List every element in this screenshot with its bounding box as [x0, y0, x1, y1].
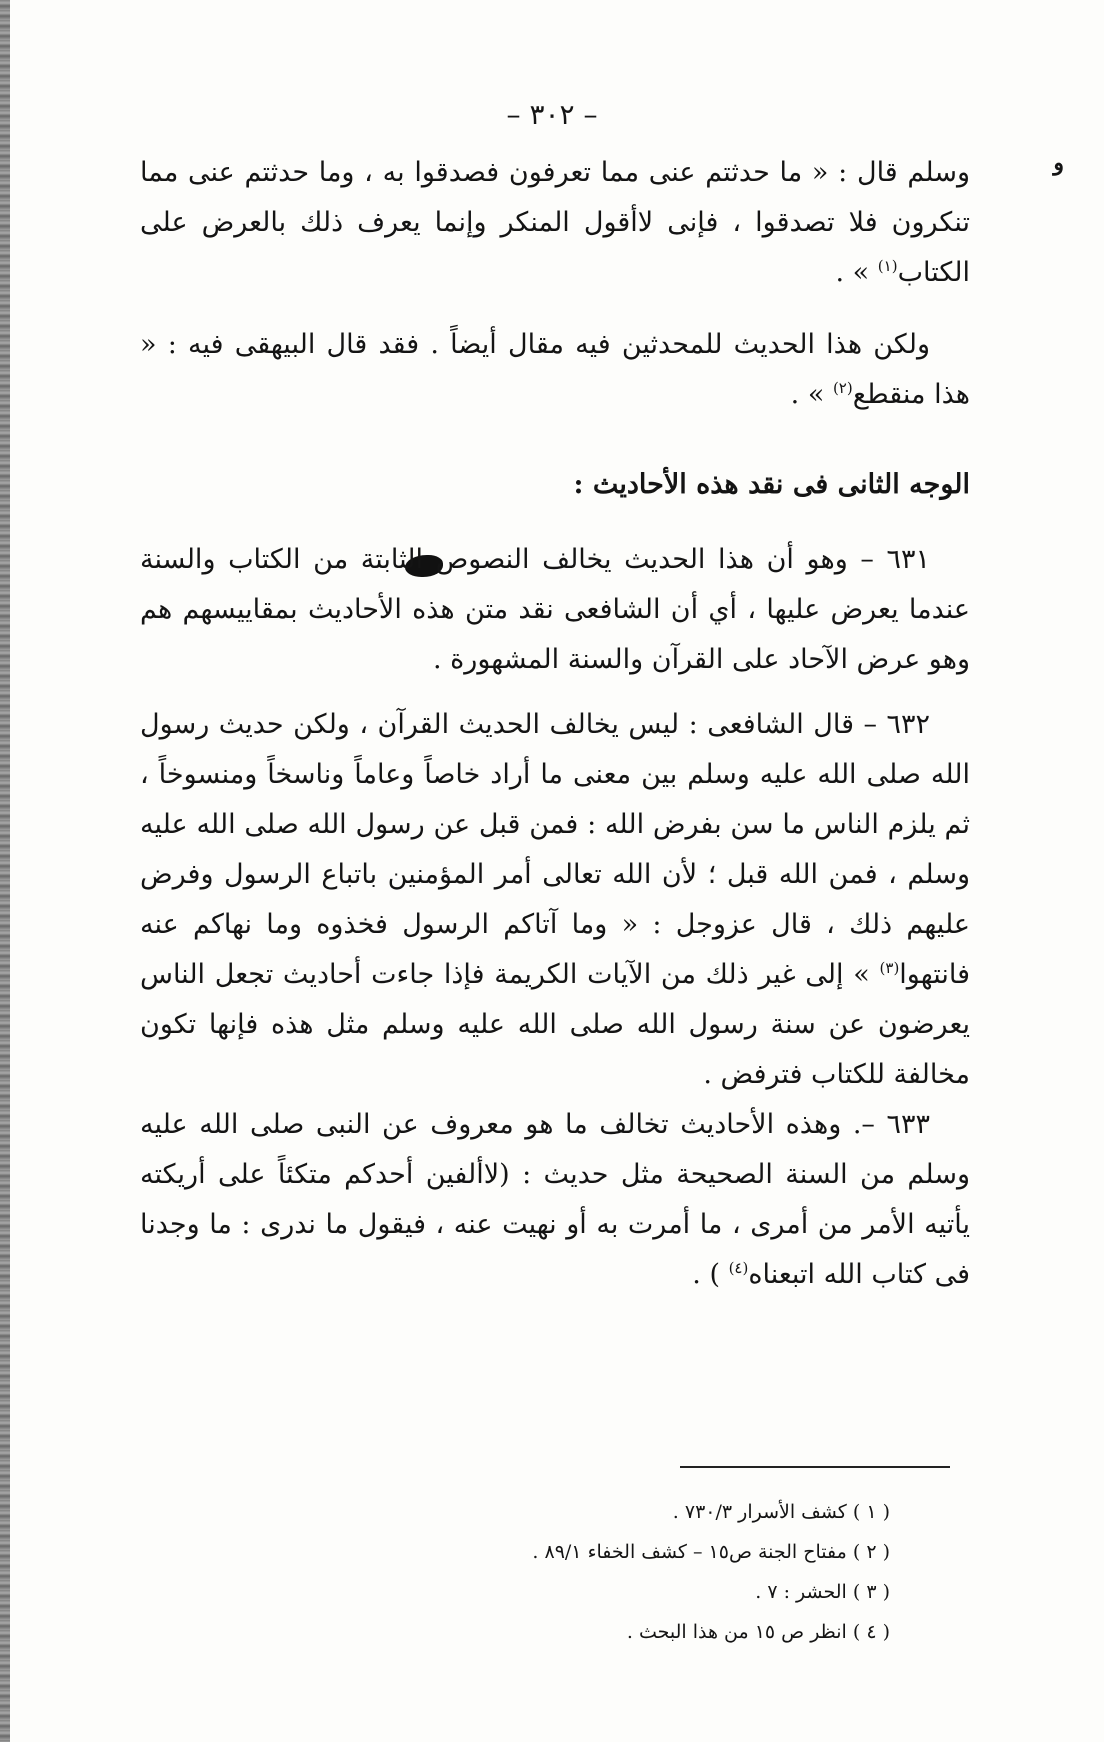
- footnote-ref: (٢): [832, 379, 853, 397]
- footnote-4: ( ٤ ) انظر ص ١٥ من هذا البحث .: [626, 1621, 890, 1643]
- paragraph-text: ٦٣٣ –. وهذه الأحاديث تخالف ما هو معروف عن النبى صلى الله عليه وسلم من السنة الصحيحة مثل حديث : (لاألفين أحدكم متكئاً على أريكته يأتيه الأمر من أمرى ، ما أمرت به أو نهيت عنه ، فيقول ما ندرى : ما وجدنا فى كتاب الله اتبعناه: [140, 1109, 970, 1290]
- paragraph-end: » .: [835, 257, 878, 288]
- paragraph-text: ولكن هذا الحديث للمحدثين فيه مقال أيضاً . فقد قال البيهقى فيه : « هذا منقطع: [140, 329, 970, 410]
- paragraph-end: » إلى غير ذلك من الآيات الكريمة فإذا جاءت أحاديث تجعل الناس يعرضون عن سنة رسول الله صلى الله عليه وسلم مثل هذه فإنها تكون مخالفة للكتاب فترفض .: [140, 959, 970, 1090]
- page-binding-edge: [0, 0, 10, 1742]
- footnotes: [300, 1492, 890, 1652]
- paragraph-end: ) .: [692, 1259, 729, 1290]
- footnote-ref: (٤): [728, 1259, 749, 1277]
- paragraph-text: ٦٣١ – وهو أن هذا الحديث يخالف النصوص الثابتة من الكتاب والسنة عندما يعرض عليها ، أي أن الشافعى نقد متن هذه الأحاديث بمقاييسهم هم وهو عرض الآحاد على القرآن والسنة المشهورة .: [140, 544, 970, 675]
- paragraph-hadith-quote: [140, 148, 970, 298]
- paragraph-633: [140, 1100, 970, 1300]
- footnote-2: ( ٢ ) مفتاح الجنة ص١٥ – كشف الخفاء ٨٩/١ .: [532, 1541, 890, 1563]
- paragraph-bayhaqi: [140, 320, 970, 420]
- footnote-ref: (١): [877, 257, 898, 275]
- footnote-1: ( ١ ) كشف الأسرار ٧٣٠/٣ .: [672, 1501, 890, 1523]
- paragraph-text: وسلم قال : « ما حدثتم عنى مما تعرفون فصدقوا به ، وما حدثتم عنى مما تنكرون فلا تصدقوا ، فإنى لاأقول المنكر وإنما يعرف ذلك بالعرض على الكتاب: [140, 157, 970, 288]
- footnote-divider: [680, 1466, 950, 1468]
- page-number: – ٣٠٢ –: [506, 98, 598, 131]
- footnote-3: ( ٣ ) الحشر : ٧ .: [755, 1581, 890, 1603]
- paragraph-631: [140, 535, 970, 685]
- paragraph-632: [140, 700, 970, 1100]
- margin-mark: و: [1053, 150, 1064, 176]
- footnote-ref: (٣): [879, 959, 900, 977]
- paragraph-end: » .: [790, 379, 833, 410]
- paragraph-text: ٦٣٢ – قال الشافعى : ليس يخالف الحديث القرآن ، ولكن حديث رسول الله صلى الله عليه وسلم بين معنى ما أراد خاصاً وعاماً وناسخاً ومنسوخاً ، ثم يلزم الناس ما سن بفرض الله : فمن قبل عن رسول الله صلى الله عليه وسلم ، فمن الله قبل ؛ لأن الله تعالى أمر المؤمنين باتباع الرسول وفرض عليهم ذلك ، قال عزوجل : « وما آتاكم الرسول فخذوه وما نهاكم عنه فانتهوا: [140, 709, 970, 990]
- section-heading: الوجه الثانى فى نقد هذه الأحاديث :: [573, 469, 970, 500]
